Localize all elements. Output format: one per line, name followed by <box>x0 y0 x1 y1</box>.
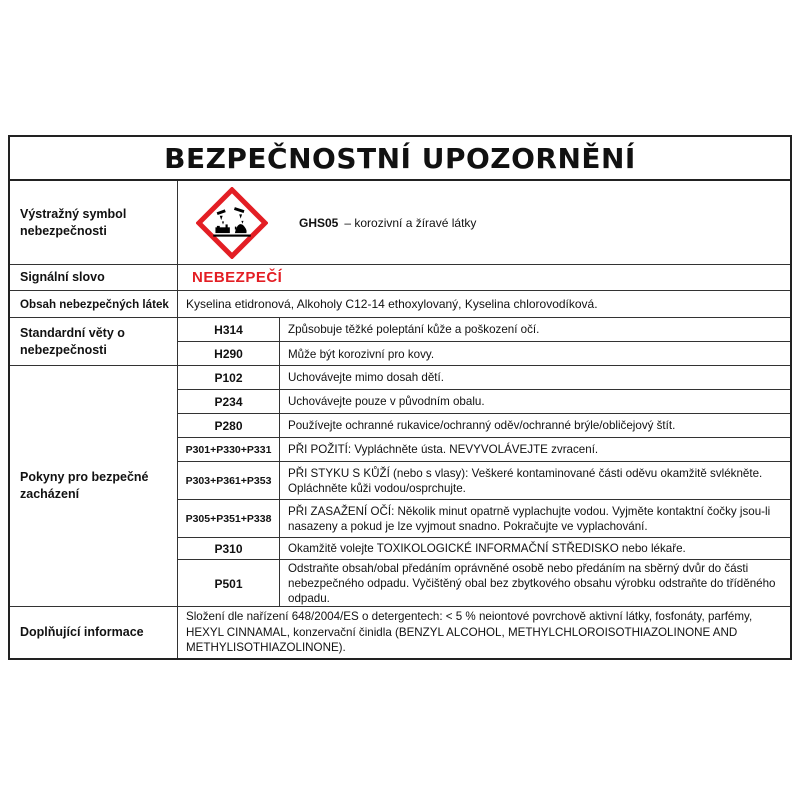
signal-word: NEBEZPEČÍ <box>192 269 283 286</box>
precaution-text: PŘI STYKU S KŮŽÍ (nebo s vlasy): Veškeré kontaminované části oděvu okamžitě svlékněte. Opláchněte kůži vodou/osprchujte. <box>288 466 763 495</box>
precaution-text: Uchovávejte mimo dosah dětí. <box>288 371 444 384</box>
precaution-item <box>178 390 790 414</box>
precaution-code: P234 <box>178 390 280 413</box>
precaution-code: P305+P351+P338 <box>178 500 280 537</box>
extra-row <box>10 607 790 658</box>
precaution-text: PŘI ZASAŽENÍ OČÍ: Několik minut opatrně vyplachujte vodou. Vyjměte kontaktní čočky jsou-li nasazeny a pokud je lze vyjmout snadno. Pokračujte ve vyplachování. <box>288 504 771 533</box>
ghs-code: GHS05 <box>299 215 339 230</box>
precaution-code: P501 <box>178 560 280 607</box>
hazard-list <box>178 318 790 365</box>
precaution-text: Odstraňte obsah/obal předáním oprávněné osobě nebo předáním na sběrný dvůr do části nebezpečného odpadu. Vyčištěný obal bez zbytkového obsahu výrobku odstraňte do tříděného odpadu. <box>288 562 776 605</box>
precaution-code: P280 <box>178 414 280 437</box>
precaution-code: P102 <box>178 366 280 389</box>
symbol-label: Výstražný symbol nebezpečnosti <box>10 181 178 264</box>
symbol-content <box>178 181 790 264</box>
precaution-item <box>178 462 790 500</box>
safety-warning-table <box>8 135 792 660</box>
precaution-code: P310 <box>178 538 280 559</box>
precaution-item <box>178 500 790 538</box>
symbol-row <box>10 181 790 265</box>
page-title: BEZPEČNOSTNÍ UPOZORNĚNÍ <box>10 137 790 181</box>
substances-text: Kyselina etidronová, Alkoholy C12-14 ethoxylovaný, Kyselina chlorovodíková. <box>186 297 598 311</box>
signal-content <box>178 265 790 290</box>
precaution-item <box>178 414 790 438</box>
precaution-text: Uchovávejte pouze v původním obalu. <box>288 395 485 408</box>
precaution-row <box>10 366 790 607</box>
hazard-code: H290 <box>178 342 280 366</box>
precaution-code: P301+P330+P331 <box>178 438 280 461</box>
hazard-code: H314 <box>178 318 280 341</box>
hazard-item <box>178 342 790 366</box>
signal-label: Signální slovo <box>10 265 178 290</box>
precaution-list <box>178 366 790 606</box>
precaution-item <box>178 538 790 560</box>
precaution-item <box>178 560 790 607</box>
precaution-label: Pokyny pro bezpečné zacházení <box>10 366 178 606</box>
ghs-text: – korozivní a žíravé látky <box>344 215 477 230</box>
extra-label: Doplňující informace <box>10 607 178 658</box>
ghs-description <box>299 181 476 264</box>
hazard-text: Způsobuje těžké poleptání kůže a poškození očí. <box>288 323 540 336</box>
precaution-code: P303+P361+P353 <box>178 462 280 499</box>
hazard-text: Může být korozivní pro kovy. <box>288 347 435 361</box>
hazard-label: Standardní věty o nebezpečnosti <box>10 318 178 365</box>
precaution-text: Okamžitě volejte TOXIKOLOGICKÉ INFORMAČNÍ STŘEDISKO nebo lékaře. <box>288 542 686 555</box>
precaution-text: Používejte ochranné rukavice/ochranný oděv/ochranné brýle/obličejový štít. <box>288 419 676 432</box>
substances-label: Obsah nebezpečných látek <box>10 291 178 317</box>
signal-row <box>10 265 790 291</box>
substances-row <box>10 291 790 318</box>
extra-text: Složení dle nařízení 648/2004/ES o detergentech: < 5 % neiontové povrchově aktivní látky, fosfonáty, parfémy, HEXYL CINNAMAL, konzervační činidla (BENZYL ALCOHOL, METHYLCHLOROISOTHIAZOLINONE AND METHYLISOTHIAZOLINONE). <box>186 610 753 655</box>
hazard-item <box>178 318 790 342</box>
precaution-text: PŘI POŽITÍ: Vypláchněte ústa. NEVYVOLÁVEJTE zvracení. <box>288 443 599 456</box>
precaution-item <box>178 366 790 390</box>
ghs05-corrosion-icon <box>196 187 268 259</box>
hazard-row <box>10 318 790 366</box>
precaution-item <box>178 438 790 462</box>
